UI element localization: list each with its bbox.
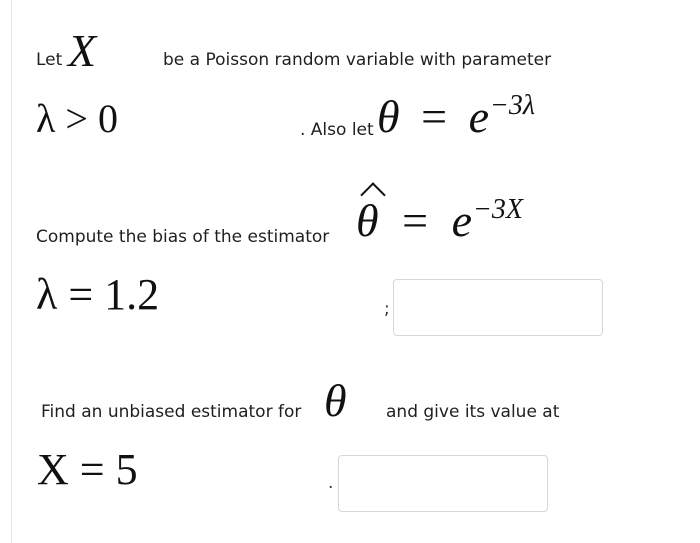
- equals-sign: =: [421, 91, 448, 142]
- variable-x: X: [68, 25, 97, 76]
- estimator-definition: [356, 194, 523, 246]
- theta-hat-symbol: θ: [356, 195, 379, 246]
- semicolon: ;: [384, 299, 390, 319]
- let-label: Let: [36, 50, 63, 70]
- poisson-description: be a Poisson random variable with parameter: [163, 50, 552, 70]
- theta-definition: [377, 90, 536, 142]
- give-value-label: and give its value at: [386, 402, 560, 422]
- theta-symbol: θ: [377, 91, 400, 142]
- exponent: −3λ: [489, 90, 536, 121]
- also-let-label: . Also let: [300, 120, 374, 140]
- e-symbol: e: [468, 91, 489, 142]
- left-border: [11, 0, 12, 543]
- lambda-condition: λ > 0: [36, 96, 118, 141]
- bias-answer-input[interactable]: [393, 279, 603, 336]
- period: .: [328, 473, 334, 493]
- theta-symbol: θ: [324, 375, 347, 426]
- find-unbiased-label: Find an unbiased estimator for: [41, 402, 302, 422]
- x-value: X = 5: [37, 445, 138, 494]
- exponent: −3X: [472, 194, 523, 225]
- unbiased-estimate-input[interactable]: [338, 455, 548, 512]
- compute-bias-label: Compute the bias of the estimator: [36, 227, 330, 247]
- e-symbol: e: [451, 195, 472, 246]
- equals-sign: =: [402, 195, 429, 246]
- lambda-value: λ = 1.2: [36, 270, 160, 319]
